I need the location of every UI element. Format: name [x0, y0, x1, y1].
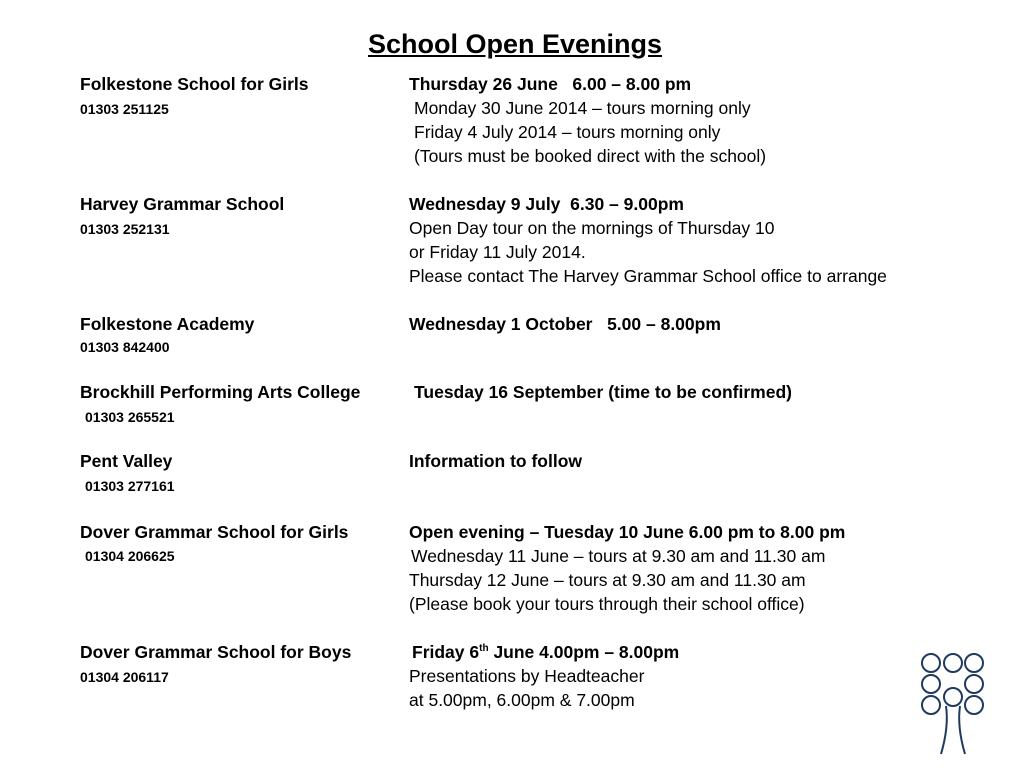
detail-text: June 4.00pm – 8.00pm — [488, 642, 680, 662]
school-phone-folkestone-academy: 01303 842400 — [80, 339, 170, 355]
school-detail-line: Friday 4 July 2014 – tours morning only — [414, 122, 721, 142]
school-detail-line: Wednesday 1 October 5.00 – 8.00pm — [409, 314, 721, 334]
school-name-folkestone-girls: Folkestone School for Girls — [80, 74, 309, 94]
school-detail-line: Thursday 26 June 6.00 – 8.00 pm — [409, 74, 692, 94]
ordinal-suffix: th — [479, 643, 489, 654]
school-detail-line: Wednesday 11 June – tours at 9.30 am and 11.30 am — [411, 546, 826, 566]
school-detail-line: (Tours must be booked direct with the school) — [414, 146, 767, 166]
page-title: School Open Evenings — [367, 29, 663, 59]
school-phone-harvey-grammar: 01303 252131 — [80, 221, 170, 237]
school-phone-folkestone-girls: 01303 251125 — [80, 101, 169, 117]
school-detail-line: Tuesday 16 September (time to be confirmed) — [414, 382, 792, 402]
tree-of-circles-logo-icon — [918, 652, 988, 756]
school-detail-line: Open evening – Tuesday 10 June 6.00 pm to 8.00 pm — [409, 522, 846, 542]
school-detail-line: at 5.00pm, 6.00pm & 7.00pm — [409, 690, 635, 710]
school-name-harvey-grammar: Harvey Grammar School — [80, 194, 285, 214]
school-phone-brockhill: 01303 265521 — [85, 409, 175, 425]
school-name-dover-girls: Dover Grammar School for Girls — [80, 522, 349, 542]
school-detail-line: or Friday 11 July 2014. — [409, 242, 586, 262]
school-phone-pent-valley: 01303 277161 — [85, 478, 175, 494]
school-phone-dover-girls: 01304 206625 — [85, 548, 175, 564]
school-detail-line: Presentations by Headteacher — [409, 666, 645, 686]
school-detail-line: Wednesday 9 July 6.30 – 9.00pm — [409, 194, 684, 214]
detail-text: Friday 6 — [412, 642, 480, 662]
school-name-folkestone-academy: Folkestone Academy — [80, 314, 255, 334]
school-detail-line: Monday 30 June 2014 – tours morning only — [414, 98, 751, 118]
school-phone-dover-boys: 01304 206117 — [80, 669, 169, 685]
school-name-brockhill: Brockhill Performing Arts College — [80, 382, 361, 402]
school-name-pent-valley: Pent Valley — [80, 451, 173, 471]
school-detail-line: Thursday 12 June – tours at 9.30 am and 11.30 am — [409, 570, 806, 590]
school-name-dover-boys: Dover Grammar School for Boys — [80, 642, 352, 662]
school-detail-line — [412, 644, 679, 662]
school-detail-line: Please contact The Harvey Grammar School office to arrange — [409, 266, 887, 286]
school-detail-line: Information to follow — [409, 451, 583, 471]
school-detail-line: (Please book your tours through their school office) — [409, 594, 805, 614]
school-detail-line: Open Day tour on the mornings of Thursday 10 — [409, 218, 775, 238]
